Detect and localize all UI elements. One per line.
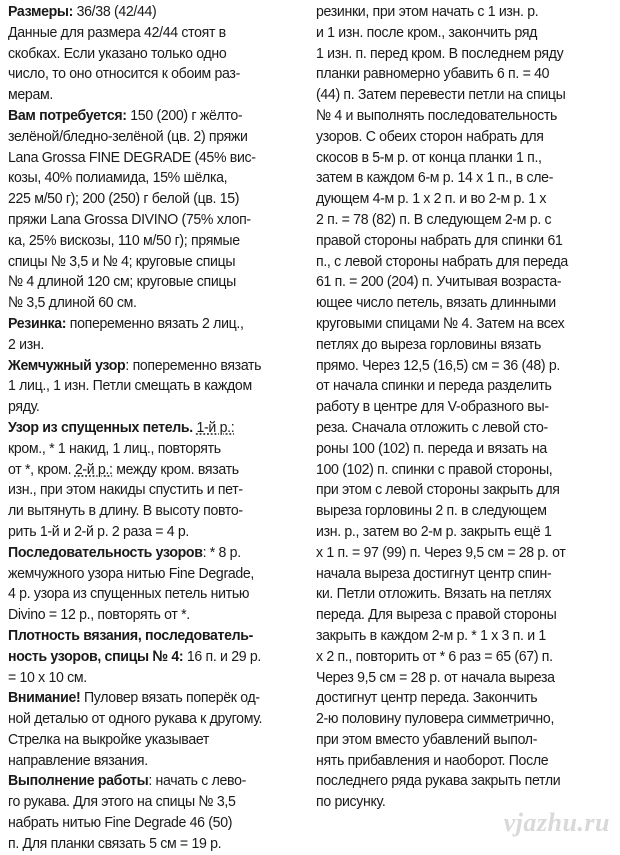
text-segment: при этом с левой стороны закрыть для	[316, 481, 560, 499]
text-segment: : попеременно вязать	[125, 356, 262, 374]
text-segment: от *, кром.	[8, 460, 75, 478]
text-segment: ка, 25% вискозы, 110 м/50 г); прямые	[8, 231, 240, 249]
text-line	[8, 751, 304, 772]
text-line	[8, 792, 304, 813]
text-line	[316, 501, 612, 522]
text-segment: ли вытянуть в длину. В высоту повто-	[8, 502, 243, 520]
text-line	[8, 564, 304, 585]
text-line	[316, 148, 612, 169]
text-line	[316, 439, 612, 460]
text-segment: 1 лиц., 1 изн. Петли смещать в каждом	[8, 377, 252, 395]
text-line	[316, 418, 612, 439]
text-line	[8, 85, 304, 106]
text-segment: ющее число петель, вязать длинными	[316, 294, 556, 312]
text-line	[8, 210, 304, 231]
text-line	[316, 397, 612, 418]
text-line	[316, 564, 612, 585]
text-line	[8, 647, 304, 668]
text-line	[8, 730, 304, 751]
text-segment: п., с левой стороны набрать для переда	[316, 252, 568, 270]
text-segment: Стрелка на выкройке указывает	[8, 730, 210, 748]
text-line	[8, 293, 304, 314]
text-heading: Жемчужный узор	[8, 356, 126, 374]
text-line	[316, 356, 612, 377]
text-line	[316, 231, 612, 252]
text-line	[8, 231, 304, 252]
text-line	[8, 668, 304, 689]
text-segment: 2-й р.:	[74, 460, 113, 478]
text-segment: от начала спинки и переда разделить	[316, 377, 552, 395]
text-heading: Размеры:	[8, 3, 74, 20]
text-line	[316, 771, 612, 792]
text-line	[316, 64, 612, 85]
text-segment: х 1 п. = 97 (99) п. Через 9,5 см = 28 р. от	[316, 543, 566, 561]
text-line	[316, 44, 612, 65]
text-line	[316, 751, 612, 772]
text-segment: = 10 х 10 см.	[8, 668, 87, 686]
text-line	[316, 23, 612, 44]
text-segment: выреза горловины 2 п. в следующем	[316, 502, 547, 520]
text-line	[316, 584, 612, 605]
text-line	[316, 605, 612, 626]
text-line	[316, 127, 612, 148]
text-segment: мерам.	[8, 86, 53, 104]
text-line	[316, 335, 612, 356]
text-line	[316, 647, 612, 668]
text-line	[8, 23, 304, 44]
text-line	[8, 626, 304, 647]
text-line	[8, 376, 304, 397]
text-line	[316, 460, 612, 481]
text-line	[8, 356, 304, 377]
text-line	[8, 813, 304, 834]
text-line	[8, 272, 304, 293]
left-column	[8, 2, 304, 855]
text-segment: попеременно вязать 2 лиц.,	[66, 314, 244, 332]
text-segment: правой стороны набрать для спинки 61	[316, 231, 563, 249]
text-line	[8, 543, 304, 564]
text-segment: спицы № 3,5 и № 4; круговые спицы	[8, 252, 236, 270]
text-segment: петлях до выреза горловины вязать	[316, 335, 542, 353]
text-segment: круговыми спицами № 4. Затем на всех	[316, 314, 565, 332]
text-segment: 2 п. = 78 (82) п. В следующем 2-м р. с	[316, 210, 552, 228]
text-line	[316, 709, 612, 730]
text-heading: Последовательность узоров	[8, 543, 203, 561]
text-segment: жемчужного узора нитью Fine Degrade,	[8, 564, 255, 582]
text-line	[8, 2, 304, 23]
text-segment: 2 изн.	[8, 335, 44, 353]
text-segment: начала выреза достигнут центр спин-	[316, 564, 552, 582]
watermark-logo: vjazhu.ru	[503, 808, 610, 837]
text-line	[316, 210, 612, 231]
text-line	[8, 709, 304, 730]
text-segment: набрать нитью Fine Degrade 46 (50)	[8, 814, 233, 832]
text-line	[316, 522, 612, 543]
text-line	[316, 543, 612, 564]
text-line	[316, 252, 612, 273]
text-segment: прямо. Через 12,5 (16,5) см = 36 (48) р.	[316, 356, 561, 374]
text-line	[8, 460, 304, 481]
text-line	[8, 314, 304, 335]
text-segment: изн. р., затем во 2-м р. закрыть ещё 1	[316, 522, 552, 540]
text-line	[8, 189, 304, 210]
text-line	[8, 127, 304, 148]
text-segment: последнего ряда рукава закрыть петли	[316, 772, 561, 790]
text-segment: узоров. С обеих сторон набрать для	[316, 127, 544, 145]
text-line	[8, 168, 304, 189]
text-segment: х 2 п., повторить от * 6 раз = 65 (67) п.	[316, 647, 553, 665]
text-line	[316, 189, 612, 210]
text-line	[316, 2, 612, 23]
text-heading: Резинка:	[8, 314, 67, 332]
text-line	[8, 605, 304, 626]
text-segment: пряжи Lana Grossa DIVINO (75% хлоп-	[8, 210, 251, 228]
text-segment: при этом вместо убавлений выпол-	[316, 730, 538, 748]
text-segment: Lana Grossa FINE DEGRADE (45% вис-	[8, 148, 256, 166]
right-column	[316, 2, 612, 813]
text-line	[8, 418, 304, 439]
text-segment: 2-ю половину пуловера симметрично,	[316, 710, 555, 728]
text-segment: Пуловер вязать поперёк од-	[80, 689, 260, 707]
text-line	[316, 272, 612, 293]
text-line	[316, 293, 612, 314]
text-segment: (44) п. Затем перевести петли на спицы	[316, 86, 566, 104]
text-segment: ряду.	[8, 398, 40, 416]
text-line	[8, 688, 304, 709]
text-segment: работу в центре для V-образного вы-	[316, 398, 549, 416]
text-segment: закрыть в каждом 2-м р. * 1 х 3 п. и 1	[316, 626, 546, 644]
text-segment: п. Для планки связать 5 см = 19 р.	[8, 834, 222, 852]
text-line	[8, 834, 304, 855]
text-segment: нять прибавления и наоборот. После	[316, 751, 549, 769]
text-heading: Внимание!	[8, 689, 81, 707]
text-segment: дующем 4-м р. 1 х 2 п. и во 2-м р. 1 х	[316, 190, 547, 208]
text-segment: № 3,5 длиной 60 см.	[8, 294, 137, 312]
text-heading: Узор из спущенных петель.	[8, 418, 193, 436]
text-segment: число, то оно относится к обоим раз-	[8, 65, 240, 83]
text-segment: планки равномерно убавить 6 п. = 40	[316, 65, 550, 83]
text-heading: Вам потребуется:	[8, 106, 127, 124]
text-line	[316, 688, 612, 709]
text-line	[8, 252, 304, 273]
text-segment: : начать с лево-	[148, 772, 246, 790]
text-line	[8, 335, 304, 356]
text-heading: Выполнение работы	[8, 772, 149, 790]
text-segment: 1-й р.:	[196, 418, 235, 436]
text-segment: достигнут центр переда. Закончить	[316, 689, 538, 707]
text-segment: 1 изн. п. перед кром. В последнем ряду	[316, 44, 564, 62]
text-segment: зелёной/бледно-зелёной (цв. 2) пряжи	[8, 127, 248, 145]
text-line	[8, 771, 304, 792]
text-line	[316, 480, 612, 501]
text-segment: ной деталью от одного рукава к другому.	[8, 710, 263, 728]
text-segment: 225 м/50 г); 200 (250) г белой (цв. 15)	[8, 190, 240, 208]
text-line	[316, 168, 612, 189]
text-segment: роны 100 (102) п. переда и вязать на	[316, 439, 547, 457]
text-line	[8, 44, 304, 65]
text-line	[8, 64, 304, 85]
text-segment: 36/38 (42/44)	[73, 3, 157, 20]
text-line	[316, 376, 612, 397]
text-segment: 100 (102) п. спинки с правой стороны,	[316, 460, 553, 478]
text-segment: скосов в 5-м р. от конца планки 1 п.,	[316, 148, 542, 166]
text-line	[8, 439, 304, 460]
text-segment: 61 п. = 200 (204) п. Учитывая возраста-	[316, 273, 562, 291]
text-line	[316, 668, 612, 689]
text-segment: скобках. Если указано только одно	[8, 44, 227, 62]
text-segment: изн., при этом накиды спустить и пет-	[8, 481, 243, 499]
text-line	[8, 501, 304, 522]
text-heading: Плотность вязания, последователь-	[8, 626, 254, 644]
text-line	[316, 85, 612, 106]
text-line	[8, 148, 304, 169]
text-segment: 150 (200) г жёлто-	[126, 106, 243, 124]
text-line	[316, 626, 612, 647]
text-segment: по рисунку.	[316, 793, 386, 811]
text-line	[8, 522, 304, 543]
text-segment: рить 1-й и 2-й р. 2 раза = 4 р.	[8, 522, 190, 540]
text-segment: резинки, при этом начать с 1 изн. р.	[316, 3, 539, 20]
text-segment: и 1 изн. после кром., закончить ряд	[316, 23, 538, 41]
text-line	[316, 314, 612, 335]
text-segment: Через 9,5 см = 28 р. от начала выреза	[316, 668, 555, 686]
text-segment: между кром. вязать	[112, 460, 239, 478]
text-line	[316, 730, 612, 751]
text-segment: 4 р. узора из спущенных петель нитью	[8, 585, 250, 603]
text-segment: : * 8 р.	[202, 543, 241, 561]
text-segment: № 4 и выполнять последовательность	[316, 106, 558, 124]
text-segment: направление вязания.	[8, 751, 148, 769]
text-segment: козы, 40% полиамида, 15% шёлка,	[8, 169, 228, 187]
text-segment: кром., * 1 накид, 1 лиц., повторять	[8, 439, 221, 457]
text-segment: затем в каждом 6-м р. 14 х 1 п., в сле-	[316, 169, 554, 187]
text-heading: ность узоров, спицы № 4:	[8, 647, 184, 665]
text-segment: 16 п. и 29 р.	[183, 647, 261, 665]
text-segment: Данные для размера 42/44 стоят в	[8, 23, 226, 41]
text-segment: Divino = 12 р., повторять от *.	[8, 606, 190, 624]
text-segment: ки. Петли отложить. Вязать на петлях	[316, 585, 552, 603]
text-line	[316, 106, 612, 127]
text-segment: переда. Для выреза с правой стороны	[316, 606, 557, 624]
text-line	[8, 106, 304, 127]
text-segment: № 4 длиной 120 см; круговые спицы	[8, 273, 236, 291]
text-line	[8, 397, 304, 418]
text-line	[8, 584, 304, 605]
text-segment: го рукава. Для этого на спицы № 3,5	[8, 793, 236, 811]
text-line	[8, 480, 304, 501]
text-segment: реза. Сначала отложить с левой сто-	[316, 418, 548, 436]
